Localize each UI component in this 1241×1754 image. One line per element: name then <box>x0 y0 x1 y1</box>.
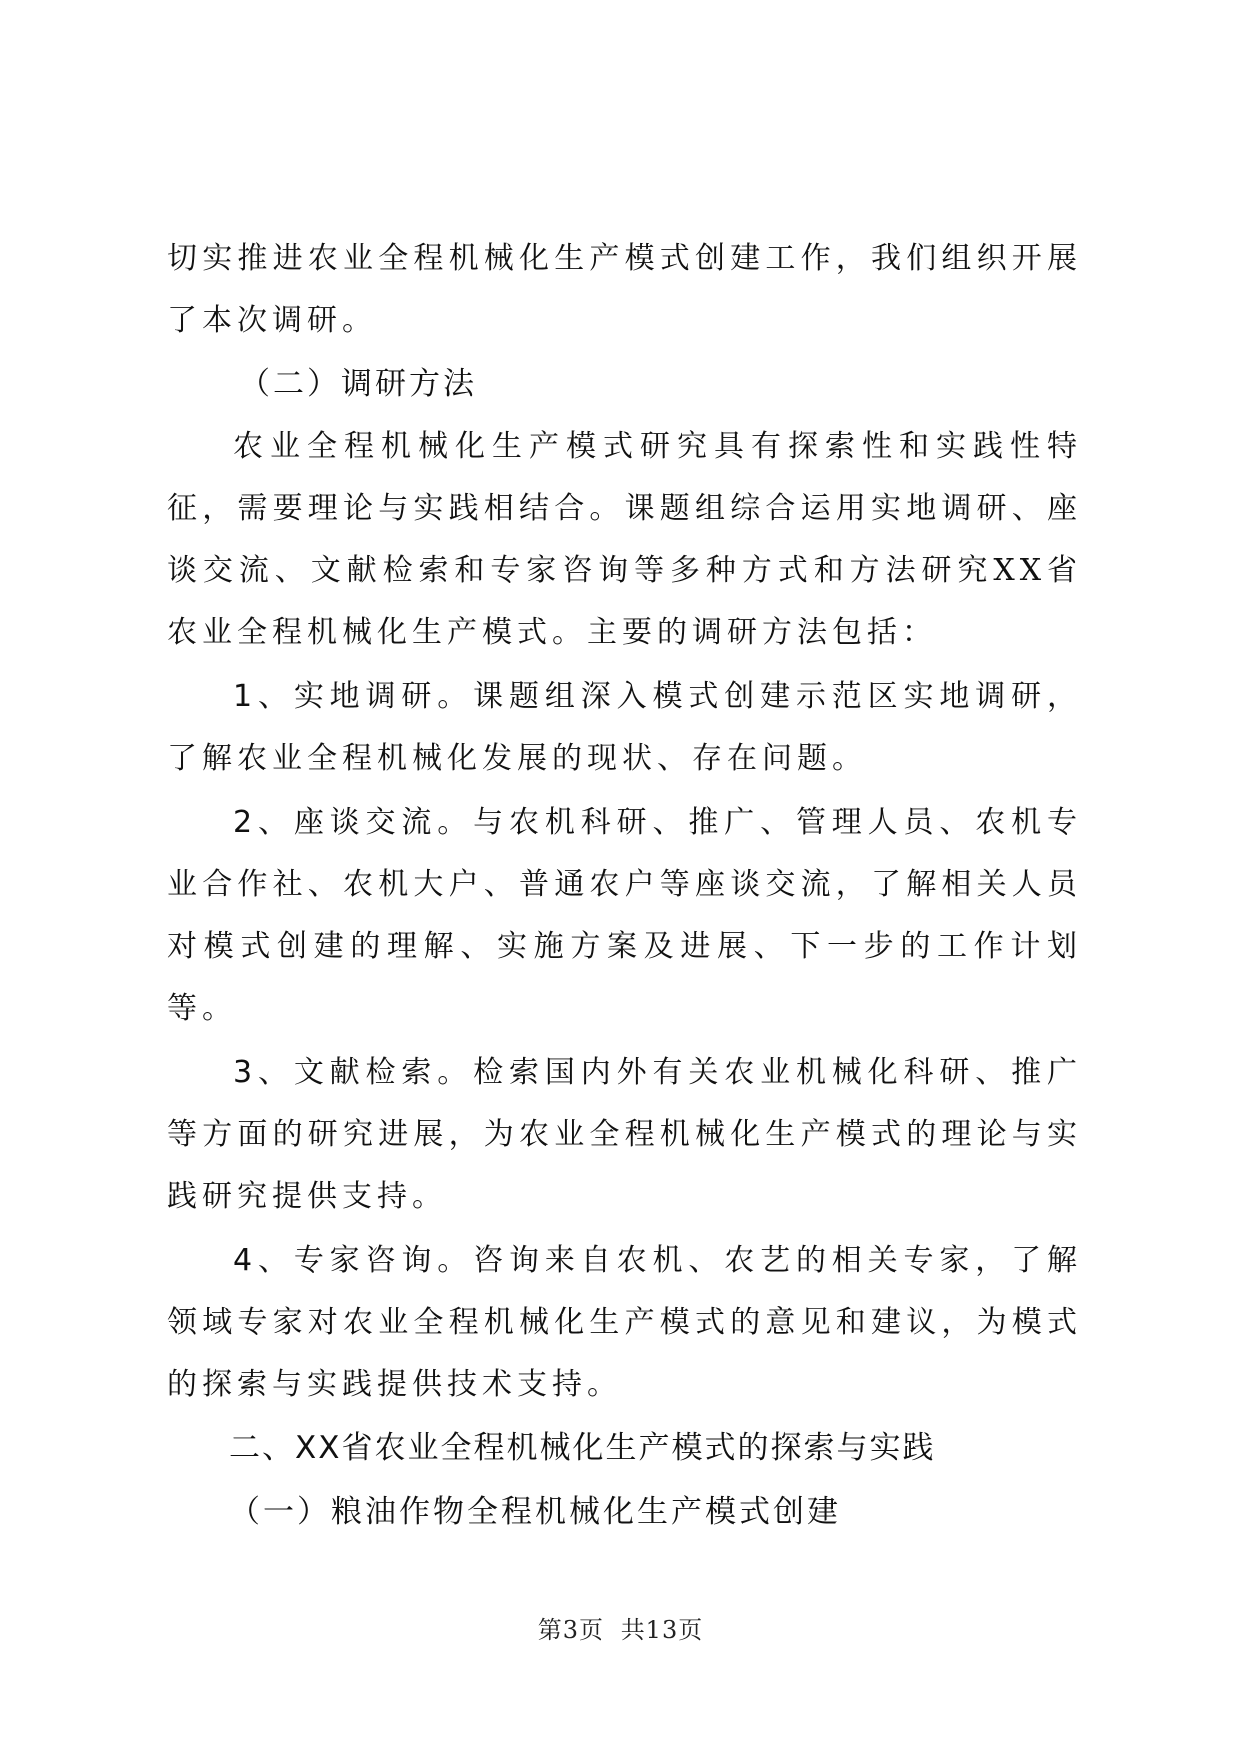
method-lead-label: 3、文献检索。 <box>233 1055 474 1090</box>
method-text: 课题组深入模式创建示范区实地调研，了解农业全程机械化发展的现状、存在问题。 <box>167 679 1083 776</box>
method-lead-label: 1、实地调研。 <box>233 679 474 714</box>
intro-continuation-paragraph: 切实推进农业全程机械化生产模式创建工作，我们组织开展了本次调研。 <box>167 241 1082 338</box>
method-paragraph-field-research <box>167 666 1082 790</box>
page-footer <box>0 1610 1241 1645</box>
method-paragraph-discussion <box>167 792 1082 1040</box>
method-text: 咨询来自农机、农艺的相关专家，了解领域专家对农业全程机械化生产模式的意见和建议，为模式的探索与实践提供技术支持。 <box>167 1243 1083 1402</box>
method-lead-label: 2、座谈交流。 <box>233 805 474 840</box>
methods-intro-paragraph: 农业全程机械化生产模式研究具有探索性和实践性特征，需要理论与实践相结合。课题组综合运用实地调研、座谈交流、文献检索和专家咨询等多种方式和方法研究XX省农业全程机械化生产模式。主要的调研方法包括： <box>167 429 1082 650</box>
method-text: 检索国内外有关农业机械化科研、推广等方面的研究进展，为农业全程机械化生产模式的理论与实践研究提供支持。 <box>167 1055 1083 1214</box>
method-text: 与农机科研、推广、管理人员、农机专业合作社、农机大户、普通农户等座谈交流，了解相关人员对模式创建的理解、实施方案及进展、下一步的工作计划等。 <box>167 805 1083 1026</box>
section-heading-grain-oil: （一）粮油作物全程机械化生产模式创建 <box>229 1494 841 1530</box>
chapter-heading-two: 二、XX省农业全程机械化生产模式的探索与实践 <box>229 1430 936 1466</box>
method-paragraph-expert <box>167 1230 1082 1416</box>
method-paragraph-literature <box>167 1042 1082 1228</box>
page-total: 共13页 <box>620 1616 704 1644</box>
method-lead-label: 4、专家咨询。 <box>233 1243 474 1278</box>
page-number: 第3页 <box>537 1616 605 1644</box>
page-body <box>167 228 1082 1544</box>
section-heading-methods: （二）调研方法 <box>239 366 477 402</box>
